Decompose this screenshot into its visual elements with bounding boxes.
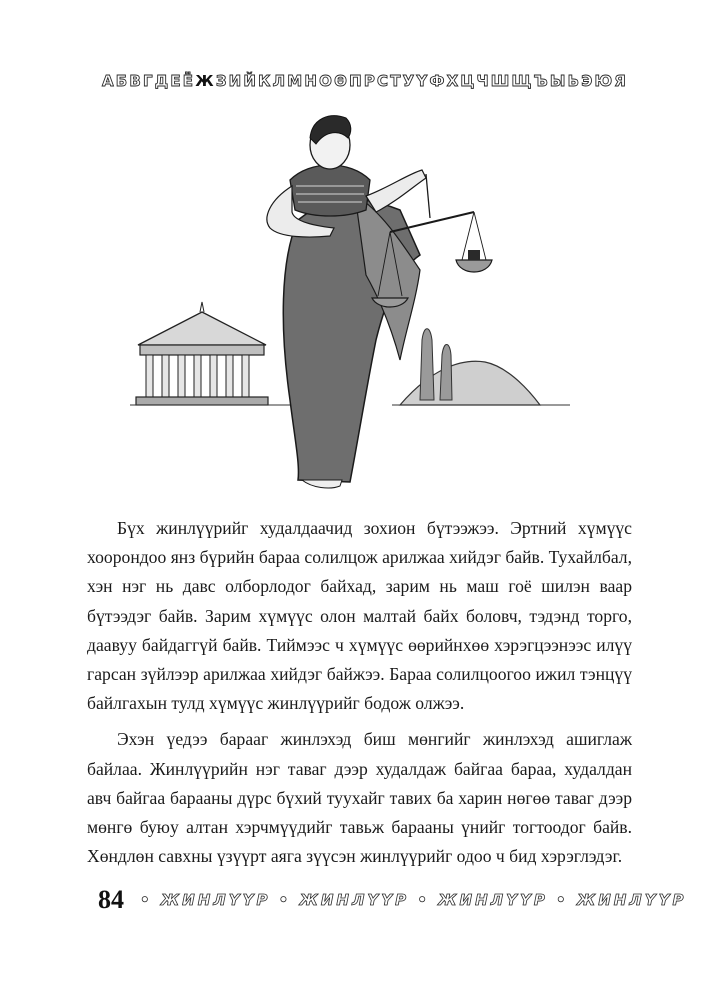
temple-icon xyxy=(136,302,268,405)
hill-landscape xyxy=(392,329,570,405)
paragraph: Бүх жинлүүрийг худалдаачид зохион бүтээжээ. Эртний хүмүүс хоорондоо янз бүрийн бараа солилцож арилжаа хийдэг байв. Тухайлбал, хэн нэг нь давс олборлодог байхад, зарим нь маш гоё шилэн ваар бүтээдэг байв. Зарим хүмүүс олон малтай байх боловч, тэдэнд торго, даавуу байдаггүй байв. Тиймээс ч хүмүүс өөрийнхөө хэрэгцээнээс илүү гарсан зүйлээр арилжаа хийдэг байжээ. Бараа солилцоогоо ижил тэнцүү байлгахын тулд хүмүүс жинлүүрийг бодож олжээ. xyxy=(87,518,632,714)
alphabet-before: АБВГДЕЁ xyxy=(101,72,196,90)
page-number: 84 xyxy=(98,885,124,914)
alphabet-header xyxy=(95,72,635,90)
alphabet-highlight-letter: Ж xyxy=(195,72,216,90)
body-text xyxy=(87,514,632,871)
paragraph: Эхэн үедээ барааг жинлэхэд биш мөнгийг жинлэхэд ашиглаж байлаа. Жинлүүрийн нэг таваг дээр худалдаж байгаа бараа, худалдан авч байгаа барааны дүрс бүхий туухайг тавих ба харин нөгөө таваг дээр мөнгө буюу алтан хэрчмүүдийг тавьж барааны үнийг тогтоодог байв. Хөндлөн савхны үзүүрт аяга зүүсэн жинлүүрийг одоо ч бид хэрэглэдэг. xyxy=(87,729,632,867)
page-footer xyxy=(98,880,687,920)
running-title: • ЖИНЛҮҮР • ЖИНЛҮҮР • ЖИНЛҮҮР • ЖИНЛҮҮР xyxy=(140,891,687,909)
illustration-merchant-with-scale xyxy=(130,100,570,500)
alphabet-after: ЗИЙКЛМНОӨПРСТУҮФХЦЧШЩЪЫЬЭЮЯ xyxy=(215,72,629,90)
